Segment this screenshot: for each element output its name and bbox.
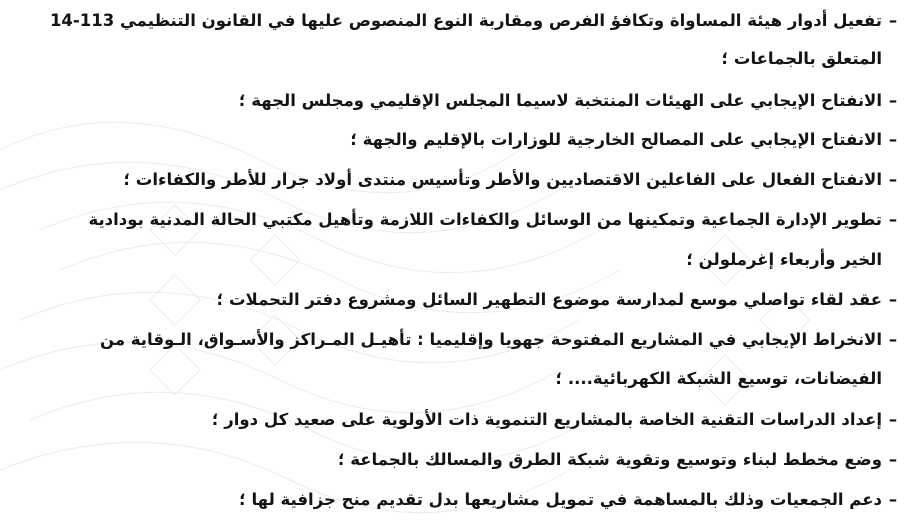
bullet-dash: – <box>888 11 898 30</box>
list-item <box>212 403 904 437</box>
list-item-text: تطوير الإدارة الجماعية وتمكينها من الوسائل والكفاءات اللازمة وتأهيل مكتبي الحالة المدنية بودادية <box>88 210 882 229</box>
list-item-text: عقد لقاء تواصلي موسع لمدارسة موضوع التطهير السائل ومشروع دفتر التحملات ؛ <box>216 290 882 309</box>
list-item-text: الانخراط الإيجابي في المشاريع المفتوحة جهويا وإقليميا : تأهيـل المـراكز والأسـواق، الـوقاية من <box>99 330 882 349</box>
list-item <box>123 163 904 197</box>
list-item-continuation <box>556 362 904 396</box>
list-item-text: الفيضانات، توسيع الشبكة الكهربائية.... ؛ <box>555 369 882 388</box>
list-item-text: الانفتاح الإيجابي على الهيئات المنتخبة لاسيما المجلس الإقليمي ومجلس الجهة ؛ <box>238 91 882 110</box>
bullet-dash: – <box>888 210 898 229</box>
list-item-continuation <box>722 42 904 76</box>
list-item-text: المتعلق بالجماعات ؛ <box>721 49 882 68</box>
list-item <box>239 483 904 517</box>
bullet-dash: – <box>888 170 898 189</box>
bullet-dash: – <box>888 290 898 309</box>
list-item-text: الانفتاح الفعال على الفاعلين الاقتصاديين والأطر وتأسيس منتدى أولاد جرار للأطر والكفاءات ؛ <box>123 170 882 189</box>
list-item <box>100 323 904 357</box>
bullet-dash: – <box>888 130 898 149</box>
bullet-dash: – <box>888 91 898 110</box>
bullet-dash: – <box>888 410 898 429</box>
bullet-dash: – <box>888 450 898 469</box>
list-item-text: وضع مخطط لبناء وتوسيع وتقوية شبكة الطرق والمسالك بالجماعة ؛ <box>337 450 882 469</box>
list-item <box>350 123 904 157</box>
list-item <box>239 84 904 118</box>
bullet-dash: – <box>888 330 898 349</box>
list-item-text: إعداد الدراسات التقنية الخاصة بالمشاريع التنموية ذات الأولوية على صعيد كل دوار ؛ <box>211 410 882 429</box>
list-item <box>88 203 904 237</box>
list-item-text: دعم الجمعيات وذلك بالمساهمة في تمويل مشاريعها بدل تقديم منح جزافية لها ؛ <box>239 490 882 509</box>
list-item <box>217 283 904 317</box>
list-item <box>50 4 904 38</box>
list-item-text: الخير وأربعاء إغرملولن ؛ <box>686 250 882 269</box>
list-item-text: الانفتاح الإيجابي على المصالح الخارجية للوزارات بالإقليم والجهة ؛ <box>350 130 882 149</box>
list-item-continuation <box>686 243 904 277</box>
bullet-dash: – <box>888 490 898 509</box>
list-item-text: تفعيل أدوار هيئة المساواة وتكافؤ الفرص ومقاربة النوع المنصوص عليها في القانون التنظيمي 113-14 <box>49 11 882 30</box>
list-item <box>338 443 904 477</box>
